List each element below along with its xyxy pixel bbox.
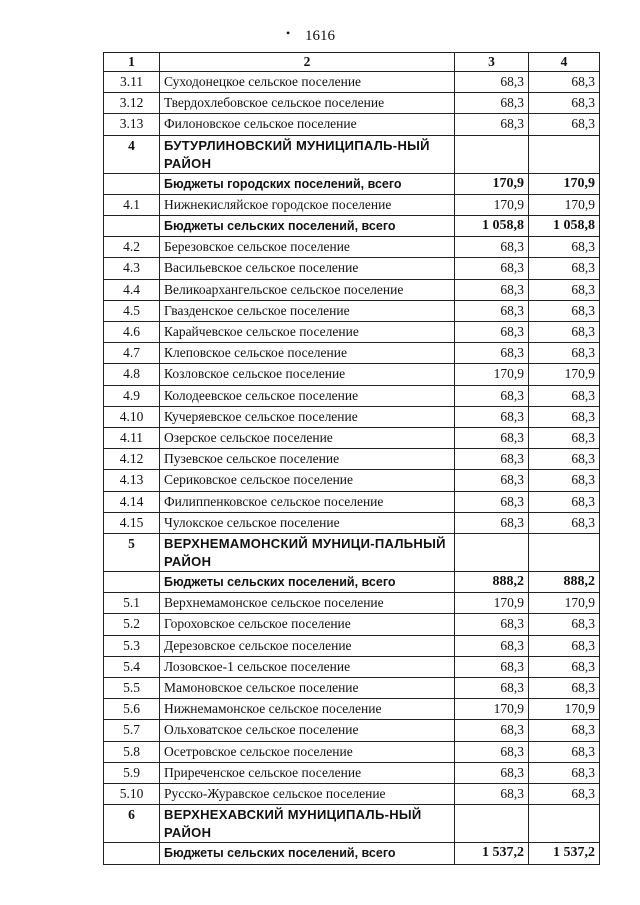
column-4-value-cell: 170,9 [529, 593, 600, 614]
column-3-value-cell: 68,3 [455, 656, 529, 677]
table-row [104, 237, 600, 258]
row-name-cell: Бюджеты сельских поселений, всего [160, 843, 455, 864]
row-name-cell: Бюджеты городских поселений, всего [160, 173, 455, 194]
column-4-value-cell: 68,3 [529, 279, 600, 300]
row-number-cell: 4.12 [104, 449, 160, 470]
column-3-value-cell: 888,2 [455, 572, 529, 593]
row-name-cell: Русско-Журавское сельское поселение [160, 784, 455, 805]
total-row [104, 216, 600, 237]
row-name-cell: Филиппенковское сельское поселение [160, 491, 455, 512]
row-name-cell: Пузевское сельское поселение [160, 449, 455, 470]
column-4-value-cell: 68,3 [529, 428, 600, 449]
column-4-value-cell: 68,3 [529, 720, 600, 741]
page-number: 1616 [305, 28, 335, 44]
column-3-value-cell: 68,3 [455, 784, 529, 805]
row-name-cell: Лозовское-1 сельское поселение [160, 656, 455, 677]
column-4-value-cell: 68,3 [529, 114, 600, 135]
row-name-cell: Сериковское сельское поселение [160, 470, 455, 491]
column-4-value-cell: 888,2 [529, 572, 600, 593]
row-number-cell: 3.11 [104, 72, 160, 93]
column-3-value-cell: 68,3 [455, 491, 529, 512]
table-row [104, 428, 600, 449]
column-3-value-cell: 68,3 [455, 258, 529, 279]
table-row [104, 93, 600, 114]
row-name-cell: ВЕРХНЕХАВСКИЙ МУНИЦИПАЛЬ-НЫЙ РАЙОН [160, 805, 455, 843]
column-3-value-cell: 170,9 [455, 194, 529, 215]
column-4-value-cell: 68,3 [529, 237, 600, 258]
column-3-value-cell: 68,3 [455, 449, 529, 470]
table-row [104, 300, 600, 321]
row-number-cell: 4.5 [104, 300, 160, 321]
row-name-cell: Березовское сельское поселение [160, 237, 455, 258]
table-row [104, 72, 600, 93]
table-header-row [104, 53, 600, 72]
row-number-cell: 5.7 [104, 720, 160, 741]
table-row [104, 656, 600, 677]
row-number-cell: 4.8 [104, 364, 160, 385]
column-3-value-cell: 170,9 [455, 364, 529, 385]
column-header: 1 [104, 53, 160, 72]
row-number-cell [104, 216, 160, 237]
row-number-cell: 4.7 [104, 343, 160, 364]
table-row [104, 114, 600, 135]
column-3-value-cell: 68,3 [455, 114, 529, 135]
row-name-cell: Карайчевское сельское поселение [160, 322, 455, 343]
column-4-value-cell: 68,3 [529, 300, 600, 321]
column-3-value-cell: 68,3 [455, 512, 529, 533]
row-number-cell: 4.15 [104, 512, 160, 533]
table-row [104, 364, 600, 385]
table-row [104, 449, 600, 470]
column-3-value-cell: 68,3 [455, 385, 529, 406]
total-row [104, 572, 600, 593]
column-3-value-cell: 68,3 [455, 635, 529, 656]
column-4-value-cell [529, 534, 600, 572]
column-3-value-cell: 68,3 [455, 93, 529, 114]
row-number-cell: 4.9 [104, 385, 160, 406]
column-3-value-cell [455, 135, 529, 173]
row-name-cell: Гороховское сельское поселение [160, 614, 455, 635]
row-name-cell: Верхнемамонское сельское поселение [160, 593, 455, 614]
row-number-cell: 6 [104, 805, 160, 843]
row-name-cell: БУТУРЛИНОВСКИЙ МУНИЦИПАЛЬ-НЫЙ РАЙОН [160, 135, 455, 173]
column-header: 3 [455, 53, 529, 72]
row-name-cell: Бюджеты сельских поселений, всего [160, 216, 455, 237]
column-3-value-cell: 170,9 [455, 173, 529, 194]
row-number-cell: 3.12 [104, 93, 160, 114]
column-4-value-cell: 68,3 [529, 741, 600, 762]
row-name-cell: Озерское сельское поселение [160, 428, 455, 449]
column-3-value-cell [455, 805, 529, 843]
table-row [104, 512, 600, 533]
row-number-cell [104, 572, 160, 593]
column-4-value-cell: 170,9 [529, 173, 600, 194]
region-row [104, 534, 600, 572]
column-4-value-cell: 68,3 [529, 470, 600, 491]
column-4-value-cell: 68,3 [529, 258, 600, 279]
row-number-cell [104, 843, 160, 864]
column-4-value-cell: 68,3 [529, 322, 600, 343]
column-4-value-cell: 170,9 [529, 699, 600, 720]
row-name-cell: Чулокское сельское поселение [160, 512, 455, 533]
table-row [104, 784, 600, 805]
row-number-cell: 5.9 [104, 762, 160, 783]
row-name-cell: Клеповское сельское поселение [160, 343, 455, 364]
column-3-value-cell: 68,3 [455, 279, 529, 300]
table-row [104, 614, 600, 635]
column-3-value-cell: 68,3 [455, 470, 529, 491]
column-3-value-cell: 68,3 [455, 300, 529, 321]
column-4-value-cell: 170,9 [529, 364, 600, 385]
column-3-value-cell [455, 534, 529, 572]
column-4-value-cell: 68,3 [529, 678, 600, 699]
column-3-value-cell: 68,3 [455, 678, 529, 699]
row-name-cell: Филоновское сельское поселение [160, 114, 455, 135]
column-3-value-cell: 170,9 [455, 699, 529, 720]
row-name-cell: Ольховатское сельское поселение [160, 720, 455, 741]
column-3-value-cell: 68,3 [455, 72, 529, 93]
table-row [104, 678, 600, 699]
column-4-value-cell: 68,3 [529, 635, 600, 656]
table-row [104, 741, 600, 762]
row-number-cell: 5.8 [104, 741, 160, 762]
total-row [104, 173, 600, 194]
row-name-cell: Осетровское сельское поселение [160, 741, 455, 762]
column-3-value-cell: 68,3 [455, 741, 529, 762]
column-4-value-cell: 68,3 [529, 491, 600, 512]
table-row [104, 491, 600, 512]
column-3-value-cell: 68,3 [455, 614, 529, 635]
scan-dot: • [286, 26, 291, 40]
row-number-cell: 5.6 [104, 699, 160, 720]
column-4-value-cell: 68,3 [529, 93, 600, 114]
row-name-cell: Кучеряевское сельское поселение [160, 406, 455, 427]
column-4-value-cell [529, 805, 600, 843]
row-name-cell: Васильевское сельское поселение [160, 258, 455, 279]
row-name-cell: Бюджеты сельских поселений, всего [160, 572, 455, 593]
row-number-cell: 5.4 [104, 656, 160, 677]
column-3-value-cell: 1 537,2 [455, 843, 529, 864]
row-name-cell: Колодеевское сельское поселение [160, 385, 455, 406]
column-3-value-cell: 1 058,8 [455, 216, 529, 237]
table-row [104, 194, 600, 215]
row-name-cell: Дерезовское сельское поселение [160, 635, 455, 656]
column-4-value-cell: 68,3 [529, 614, 600, 635]
column-3-value-cell: 68,3 [455, 720, 529, 741]
budget-table [103, 52, 600, 865]
column-4-value-cell [529, 135, 600, 173]
column-4-value-cell: 68,3 [529, 406, 600, 427]
column-4-value-cell: 170,9 [529, 194, 600, 215]
column-4-value-cell: 68,3 [529, 512, 600, 533]
column-3-value-cell: 68,3 [455, 762, 529, 783]
column-4-value-cell: 1 058,8 [529, 216, 600, 237]
column-4-value-cell: 68,3 [529, 385, 600, 406]
column-3-value-cell: 68,3 [455, 406, 529, 427]
table-row [104, 279, 600, 300]
table-row [104, 635, 600, 656]
table-row [104, 720, 600, 741]
row-number-cell: 4.10 [104, 406, 160, 427]
total-row [104, 843, 600, 864]
column-4-value-cell: 1 537,2 [529, 843, 600, 864]
region-row [104, 135, 600, 173]
row-name-cell: Гвазденское сельское поселение [160, 300, 455, 321]
column-4-value-cell: 68,3 [529, 72, 600, 93]
row-number-cell: 4.6 [104, 322, 160, 343]
region-row [104, 805, 600, 843]
row-number-cell: 4.1 [104, 194, 160, 215]
row-number-cell [104, 173, 160, 194]
column-3-value-cell: 170,9 [455, 593, 529, 614]
row-number-cell: 5.5 [104, 678, 160, 699]
row-number-cell: 5 [104, 534, 160, 572]
row-number-cell: 4.11 [104, 428, 160, 449]
table-row [104, 258, 600, 279]
table-row [104, 385, 600, 406]
row-number-cell: 4.14 [104, 491, 160, 512]
column-4-value-cell: 68,3 [529, 762, 600, 783]
row-name-cell: Суходонецкое сельское поселение [160, 72, 455, 93]
column-3-value-cell: 68,3 [455, 343, 529, 364]
row-name-cell: Твердохлебовское сельское поселение [160, 93, 455, 114]
table-row [104, 699, 600, 720]
column-4-value-cell: 68,3 [529, 343, 600, 364]
row-number-cell: 4.4 [104, 279, 160, 300]
column-3-value-cell: 68,3 [455, 428, 529, 449]
row-number-cell: 3.13 [104, 114, 160, 135]
row-number-cell: 4.2 [104, 237, 160, 258]
column-header: 4 [529, 53, 600, 72]
column-header: 2 [160, 53, 455, 72]
table-row [104, 406, 600, 427]
column-4-value-cell: 68,3 [529, 449, 600, 470]
table-row [104, 343, 600, 364]
column-3-value-cell: 68,3 [455, 237, 529, 258]
row-number-cell: 5.3 [104, 635, 160, 656]
table-row [104, 470, 600, 491]
row-name-cell: ВЕРХНЕМАМОНСКИЙ МУНИЦИ-ПАЛЬНЫЙ РАЙОН [160, 534, 455, 572]
row-name-cell: Приреченское сельское поселение [160, 762, 455, 783]
row-name-cell: Нижнемамонское сельское поселение [160, 699, 455, 720]
row-number-cell: 5.10 [104, 784, 160, 805]
column-3-value-cell: 68,3 [455, 322, 529, 343]
row-number-cell: 4.3 [104, 258, 160, 279]
row-number-cell: 4.13 [104, 470, 160, 491]
table-row [104, 322, 600, 343]
row-name-cell: Нижнекисляйское городское поселение [160, 194, 455, 215]
column-4-value-cell: 68,3 [529, 656, 600, 677]
row-number-cell: 4 [104, 135, 160, 173]
table-row [104, 762, 600, 783]
table-row [104, 593, 600, 614]
row-name-cell: Козловское сельское поселение [160, 364, 455, 385]
table-body [104, 72, 600, 865]
column-4-value-cell: 68,3 [529, 784, 600, 805]
row-name-cell: Великоархангельское сельское поселение [160, 279, 455, 300]
row-number-cell: 5.1 [104, 593, 160, 614]
row-number-cell: 5.2 [104, 614, 160, 635]
row-name-cell: Мамоновское сельское поселение [160, 678, 455, 699]
